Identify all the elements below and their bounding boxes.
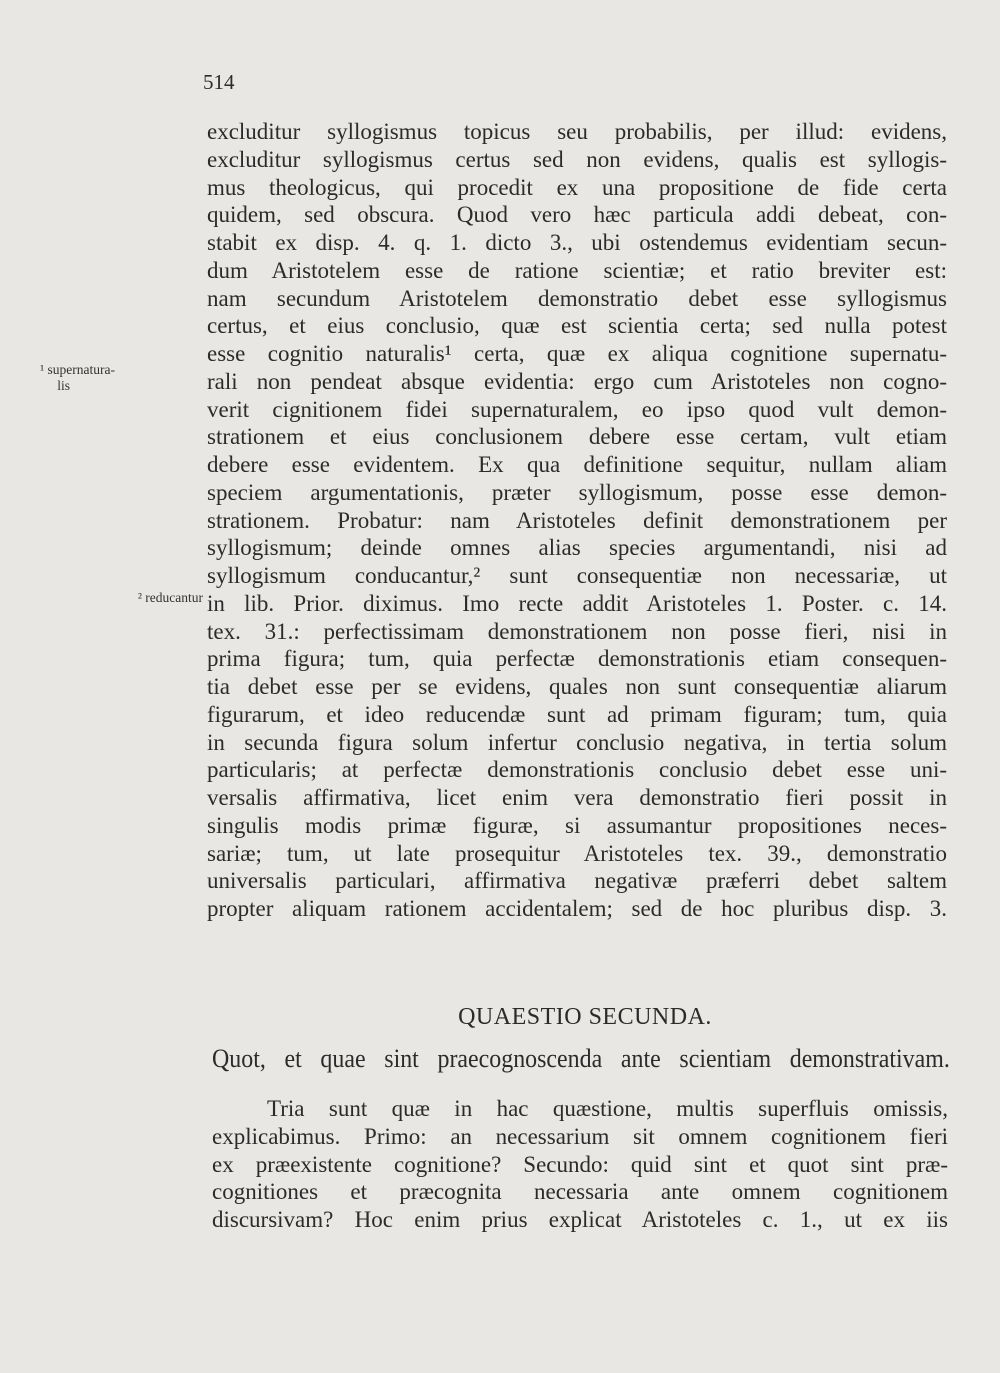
text-line: dum Aristotelem esse de ratione scientiæ; et ratio breviter est: bbox=[207, 257, 947, 283]
text-line: speciem argumentationis, præter syllogismum, posse esse demon- bbox=[207, 479, 947, 505]
text-line: strationem et eius conclusionem debere esse certam, vult etiam bbox=[207, 424, 947, 450]
text-line: tex. 31.: perfectissimam demonstrationem non posse fieri, nisi in bbox=[207, 618, 947, 644]
margin-note-text: reducantur bbox=[145, 590, 203, 605]
margin-note-number: ² bbox=[137, 590, 142, 605]
text-line: propter aliquam rationem accidentalem; sed de hoc pluribus disp. 3. bbox=[207, 896, 947, 921]
text-line: nam secundum Aristotelem demonstratio debet esse syllogismus bbox=[207, 285, 947, 311]
text-line: quidem, sed obscura. Quod vero hæc particula addi debeat, con- bbox=[207, 202, 947, 228]
text-line: universalis particulari, affirmativa negativæ præferri debet saltem bbox=[207, 868, 947, 894]
second-paragraph bbox=[212, 1095, 948, 1234]
margin-note-number: ¹ bbox=[40, 362, 45, 377]
section-heading: QUAESTIO SECUNDA. bbox=[458, 1004, 712, 1030]
text-line: tia debet esse per se evidens, quales non sunt consequentiæ aliarum bbox=[207, 674, 947, 699]
text-line: cognitiones et præcognita necessaria ante omnem cognitionem bbox=[212, 1179, 948, 1205]
text-line: certus, et eius conclusio, quæ est scientia certa; sed nulla potest bbox=[207, 313, 947, 339]
text-line: explicabimus. Primo: an necessarium sit omnem cognitionem fieri bbox=[212, 1123, 948, 1149]
text-line: verit cignitionem fidei supernaturalem, eo ipso quod vult demon- bbox=[207, 396, 947, 422]
text-line: debere esse evidentem. Ex qua definitione sequitur, nullam aliam bbox=[207, 452, 947, 477]
text-line: particularis; at perfectæ demonstrationis conclusio debet esse uni- bbox=[207, 757, 947, 783]
text-line: syllogismum conducantur,² sunt consequentiæ non necessariæ, ut bbox=[207, 563, 947, 588]
text-line: figurarum, et ideo reducendæ sunt ad primam figuram; tum, quia bbox=[207, 701, 947, 727]
text-line: discursivam? Hoc enim prius explicat Aristoteles c. 1., ut ex iis bbox=[212, 1207, 948, 1232]
section-subheading: Quot, et quae sint praecognoscenda ante scientiam demonstrativam. bbox=[212, 1044, 950, 1073]
text-line: singulis modis primæ figuræ, si assumantur propositiones neces- bbox=[207, 812, 947, 838]
text-line: Tria sunt quæ in hac quæstione, multis superfluis omissis, bbox=[267, 1096, 948, 1121]
text-line: rali non pendeat absque evidentia: ergo cum Aristoteles non cogno- bbox=[207, 368, 947, 394]
text-line: excluditur syllogismus certus sed non evidens, qualis est syllogis- bbox=[207, 146, 947, 172]
text-line: ex præexistente cognitione? Secundo: quid sint et quot sint præ- bbox=[212, 1151, 948, 1177]
main-paragraph bbox=[207, 118, 947, 923]
text-line: stabit ex disp. 4. q. 1. dicto 3., ubi ostendemus evidentiam secun- bbox=[207, 230, 947, 255]
text-line: sariæ; tum, ut late prosequitur Aristoteles tex. 39., demonstratio bbox=[207, 840, 947, 866]
text-line: syllogismum; deinde omnes alias species argumentandi, nisi ad bbox=[207, 535, 947, 561]
margin-note-continuation: lis bbox=[57, 378, 70, 393]
text-line: strationem. Probatur: nam Aristoteles definit demonstrationem per bbox=[207, 507, 947, 533]
text-line: in lib. Prior. diximus. Imo recte addit Aristoteles 1. Poster. c. 14. bbox=[207, 590, 947, 616]
text-line: excluditur syllogismus topicus seu probabilis, per illud: evidens, bbox=[207, 119, 947, 144]
text-line: esse cognitio naturalis¹ certa, quæ ex aliqua cognitione supernatu- bbox=[207, 341, 947, 366]
text-line: mus theologicus, qui procedit ex una propositione de fide certa bbox=[207, 174, 947, 200]
text-line: versalis affirmativa, licet enim vera demonstratio fieri possit in bbox=[207, 785, 947, 810]
margin-note-1 bbox=[20, 362, 115, 394]
margin-note-2 bbox=[108, 590, 203, 606]
text-line: in secunda figura solum infertur conclusio negativa, in tertia solum bbox=[207, 729, 947, 755]
text-line: prima figura; tum, quia perfectæ demonstrationis etiam consequen- bbox=[207, 646, 947, 672]
margin-note-text: supernatura- bbox=[47, 362, 115, 377]
page-number: 514 bbox=[203, 70, 235, 94]
